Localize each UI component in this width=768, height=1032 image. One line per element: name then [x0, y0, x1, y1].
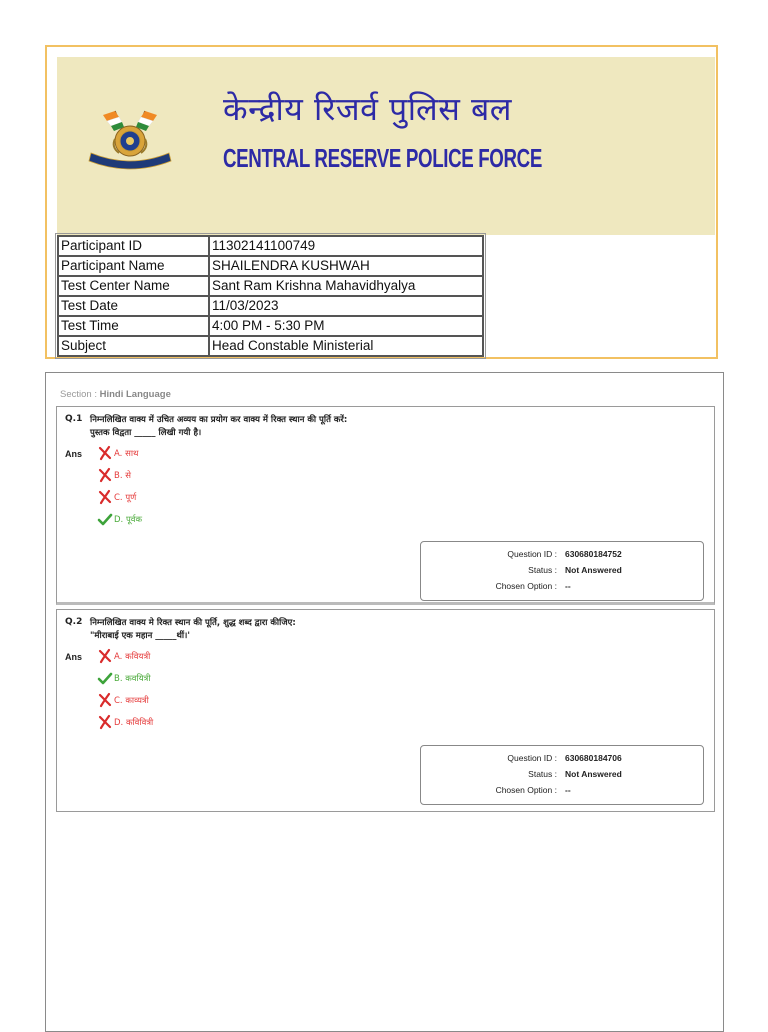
info-label: Test Date: [58, 296, 209, 316]
info-value: 11/03/2023: [209, 296, 483, 316]
question-number: Q.2: [65, 617, 83, 627]
table-row: [58, 276, 483, 296]
info-label: Participant Name: [58, 256, 209, 276]
question-id-value: 630680184752: [565, 549, 622, 559]
question-meta-box: [420, 745, 704, 805]
status-label: Status :: [528, 565, 557, 575]
red-cross-icon: [97, 714, 113, 730]
question-number: Q.1: [65, 414, 83, 424]
crpf-banner: [57, 57, 715, 235]
red-cross-icon: [97, 648, 113, 664]
question-id-label: Question ID :: [507, 753, 557, 763]
question-line-2: पुस्तक विद्वता _____ लिखी गयी है।: [90, 428, 202, 438]
question-meta-box: [420, 541, 704, 601]
info-value: 11302141100749: [209, 236, 483, 256]
red-cross-icon: [97, 445, 113, 461]
question-line-1: निम्नलिखित वाक्य मे रिक्त स्थान की पूर्ति, शुद्ध शब्द द्वारा कीजिए:: [90, 618, 296, 628]
status-label: Status :: [528, 769, 557, 779]
status-value: Not Answered: [565, 565, 622, 575]
chosen-option-label: Chosen Option :: [495, 581, 557, 591]
red-cross-icon: [97, 467, 113, 483]
info-label: Subject: [58, 336, 209, 356]
info-label: Test Time: [58, 316, 209, 336]
green-check-icon: [97, 670, 113, 686]
option-a: [97, 648, 150, 664]
option-text: C. काव्यत्री: [114, 695, 149, 706]
title-hindi: केन्द्रीय रिजर्व पुलिस बल: [223, 90, 512, 128]
table-row: [58, 296, 483, 316]
option-c: [97, 692, 149, 708]
option-text: B. से: [114, 470, 131, 481]
participant-info-table: [57, 235, 484, 357]
red-cross-icon: [97, 692, 113, 708]
option-d: [97, 714, 153, 730]
section-name: Hindi Language: [99, 389, 171, 400]
status-value: Not Answered: [565, 769, 622, 779]
question-card-1: [56, 406, 715, 605]
info-label: Test Center Name: [58, 276, 209, 296]
red-cross-icon: [97, 489, 113, 505]
question-card-2: [56, 609, 715, 812]
section-label: [60, 389, 171, 400]
chosen-option-value: --: [565, 785, 571, 795]
option-d: [97, 511, 142, 527]
table-row: [58, 256, 483, 276]
option-text: D. कविवित्री: [114, 717, 154, 728]
ans-label: Ans: [65, 449, 83, 459]
info-value: Sant Ram Krishna Mahavidhyalya: [209, 276, 483, 296]
question-text: [90, 414, 347, 440]
option-text: C. पूर्ण: [114, 492, 137, 503]
question-text: [90, 617, 296, 643]
option-text: B. कवयित्री: [114, 673, 151, 684]
green-check-icon: [97, 511, 113, 527]
info-value: SHAILENDRA KUSHWAH: [209, 256, 483, 276]
option-text: A. साथ: [114, 448, 139, 459]
section-panel: [45, 372, 724, 1032]
table-row: [58, 316, 483, 336]
info-label: Participant ID: [58, 236, 209, 256]
table-row: [58, 236, 483, 256]
section-prefix: Section :: [60, 389, 100, 400]
header-box: [45, 45, 718, 359]
option-text: D. पूर्वक: [114, 514, 143, 525]
ans-label: Ans: [65, 652, 83, 662]
info-value: 4:00 PM - 5:30 PM: [209, 316, 483, 336]
info-value: Head Constable Ministerial: [209, 336, 483, 356]
table-row: [58, 336, 483, 356]
option-b: [97, 670, 151, 686]
question-line-1: निम्नलिखित वाक्य में उचित अव्यय का प्रयोग कर वाक्य में रिक्त स्थान की पूर्ति करें:: [90, 415, 348, 425]
chosen-option-value: --: [565, 581, 571, 591]
question-id-value: 630680184706: [565, 753, 622, 763]
chosen-option-label: Chosen Option :: [495, 785, 557, 795]
question-id-label: Question ID :: [507, 549, 557, 559]
option-c: [97, 489, 136, 505]
option-a: [97, 445, 138, 461]
question-line-2: "मीराबाई एक महान _____थीं।': [90, 631, 190, 641]
option-b: [97, 467, 131, 483]
option-text: A. कवियत्री: [114, 651, 151, 662]
title-english: CENTRAL RESERVE POLICE FORCE: [223, 143, 542, 173]
crpf-emblem-icon: [85, 103, 175, 173]
